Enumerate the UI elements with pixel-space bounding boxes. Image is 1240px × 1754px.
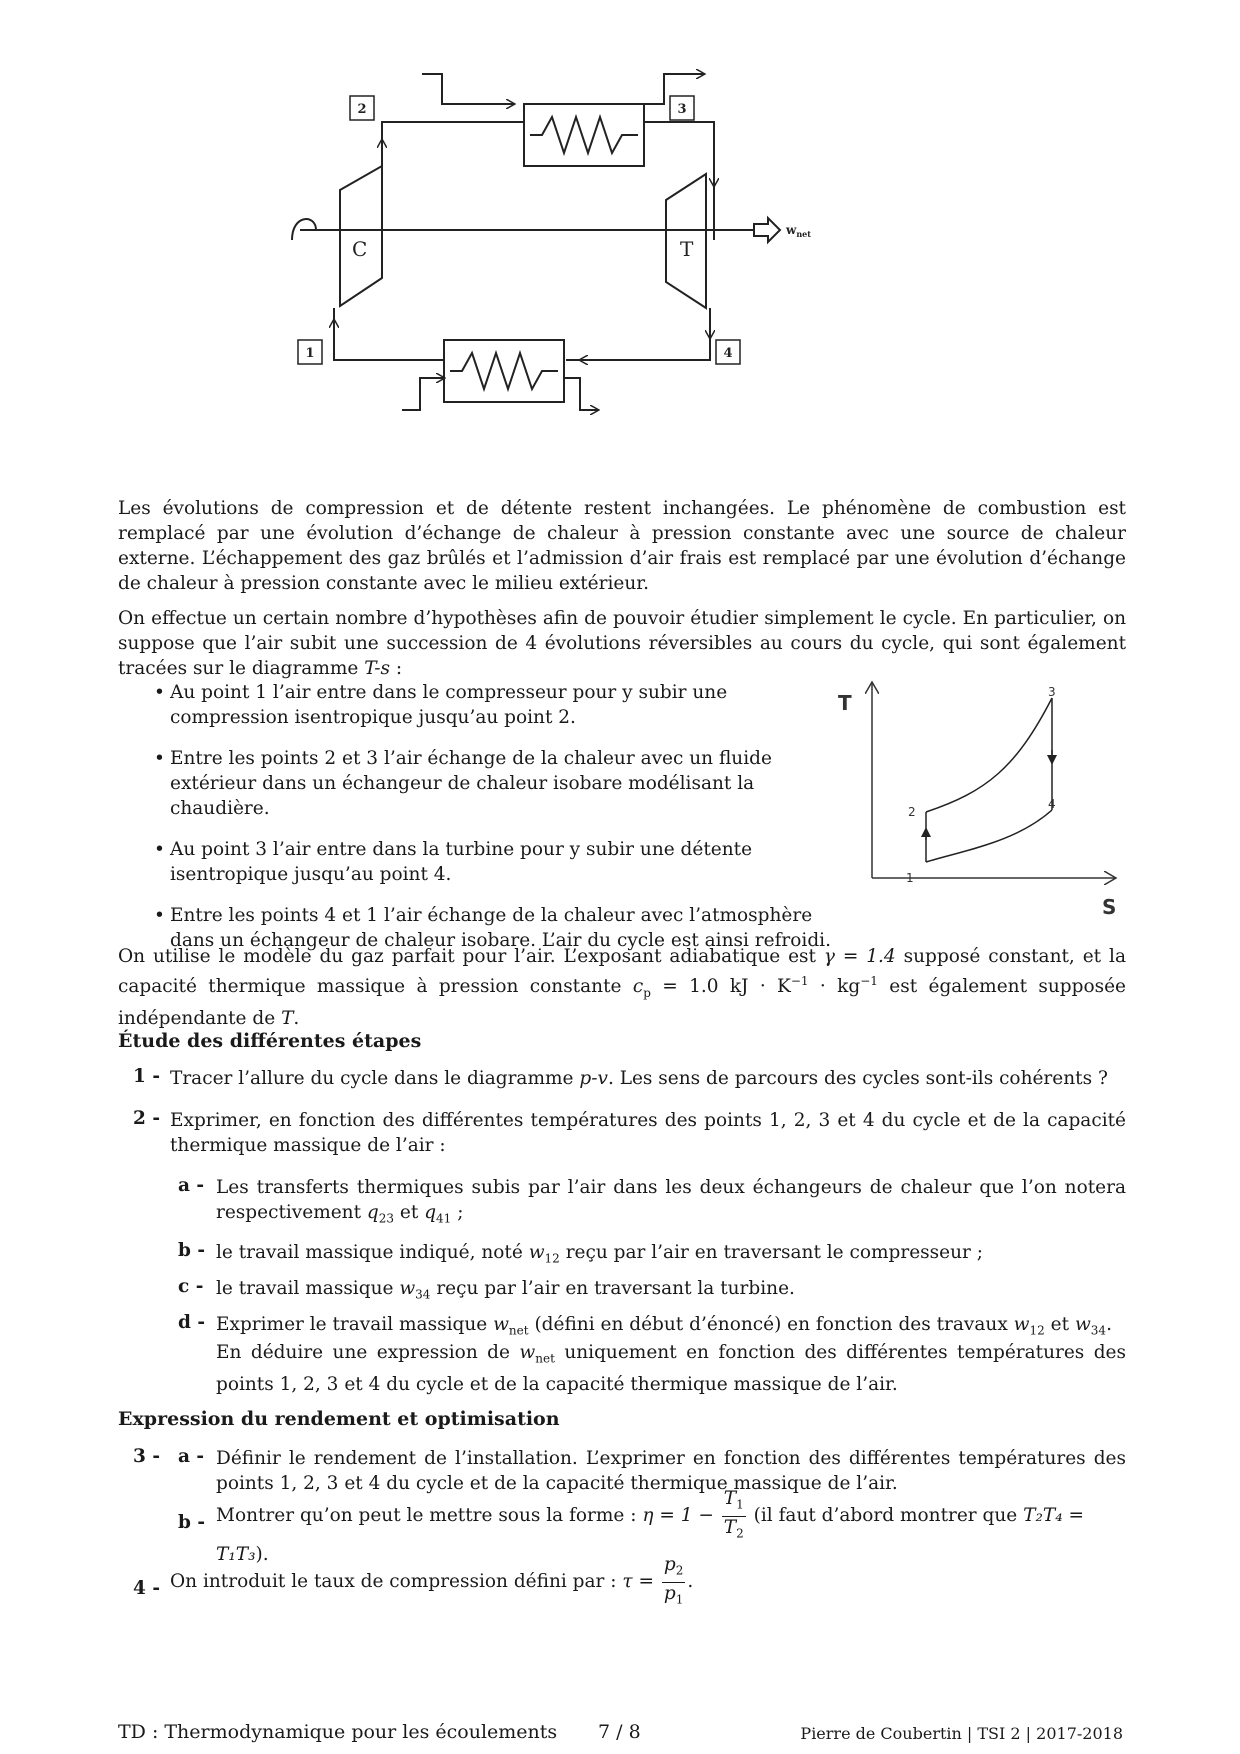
question-2c-number: c - (178, 1276, 204, 1297)
footer-page-number: 7 / 8 (598, 1721, 641, 1743)
t-axis-label: T (838, 691, 852, 715)
ts-diagram (816, 670, 1126, 919)
ts-point-4: 4 (1048, 797, 1056, 811)
question-3a-number: a - (178, 1446, 205, 1467)
question-4-text: On introduit le taux de compression défini par : τ = $\frac{p_2}{p_1}$ . (170, 1554, 1126, 1610)
question-number-3: 3 - (133, 1446, 160, 1467)
question-2d-text-2: En déduire une expression de $w_{net}$ uniquement en fonction des différentes températures des points 1, 2, 3 et 4 du cycle et de la capacité thermique massique de l’air. (216, 1342, 1126, 1395)
ts-point-1: 1 (906, 871, 914, 885)
intro-paragraph-2: On effectue un certain nombre d’hypothèses afin de pouvoir étudier simplement le cycle. En particulier, on suppose que l’air subit une succession de 4 évolutions réversibles au cours du cycle, qui sont également tracées sur le diagramme T-s : (118, 608, 1126, 679)
wnet-arrow-icon (754, 218, 780, 242)
s-axis-label: S (1102, 895, 1117, 919)
question-2d-number: d - (178, 1312, 206, 1333)
question-2a-number: a - (178, 1175, 205, 1196)
compressor-body (340, 166, 382, 306)
fraction-p2-p1: $\frac{p_2}{p_1}$ (663, 1554, 684, 1607)
isobar-4-1 (926, 810, 1052, 862)
turbine-label: T (680, 237, 694, 261)
question-2c-text: le travail massique $w_{34}$ reçu par l’air en traversant la turbine. (216, 1278, 795, 1302)
question-2b-text: le travail massique indiqué, noté $w_{12}$ reçu par l’air en traversant le compresseur ; (216, 1242, 983, 1266)
point-box-3: 3 (677, 102, 687, 117)
question-number-1: 1 - (133, 1066, 160, 1087)
section-title-etude: Étude des différentes étapes (118, 1030, 422, 1052)
list-item: • Entre les points 2 et 3 l’air échange de la chaleur avec un fluide extérieur dans un échangeur de chaleur isobare modélisant la chaudière. (154, 748, 772, 819)
wnet-label: $w_{net}$ (786, 223, 811, 239)
question-3b-number: b - (178, 1512, 206, 1533)
ts-point-3: 3 (1048, 685, 1056, 699)
ts-point-2: 2 (908, 805, 916, 819)
question-3b-text: Montrer qu’on peut le mettre sous la forme : η = 1 − $\frac{T_1}{T_2}$ (il faut d’abord montrer que T₂T₄ = T₁T₃). (216, 1488, 1085, 1566)
cycle-flow-diagram (305, 62, 930, 472)
isobar-2-3 (926, 698, 1052, 812)
point-box-1: 1 (305, 346, 315, 361)
question-2a-text: Les transferts thermiques subis par l’air dans les deux échangeurs de chaleur que l’on notera respectivement $q_{23}$ et $q_{41}$ ; (216, 1177, 1126, 1226)
question-2b-number: b - (178, 1240, 206, 1261)
point-box-4: 4 (723, 346, 733, 361)
point-box-2: 2 (357, 102, 367, 117)
question-3a-text: Définir le rendement de l’installation. L’exprimer en fonction des différentes températures des points 1, 2, 3 et 4 du cycle et de la capacité thermique massique de l’air. (216, 1448, 1126, 1494)
gas-model-paragraph: On utilise le modèle du gaz parfait pour l’air. L’exposant adiabatique est γ = 1.4 supposé constant, et la capacité thermique massique à pression constante $c_p = 1.0$ kJ · $K^{-1} \cdot kg^{-1}$ est également supposée indépendante de T. (118, 946, 1126, 1029)
fraction-t1-t2: $\frac{T_1}{T_2}$ (723, 1488, 744, 1541)
top-exchanger-coil (530, 117, 638, 153)
list-item: • Au point 1 l’air entre dans le compresseur pour y subir une compression isentropique jusqu’au point 2. (154, 682, 728, 728)
question-1-text: Tracer l’allure du cycle dans le diagramme p-v. Les sens de parcours des cycles sont-ils cohérents ? (170, 1068, 1108, 1089)
question-number-4: 4 - (133, 1578, 160, 1599)
bottom-exchanger-coil (450, 353, 558, 389)
bullet-list (118, 680, 838, 969)
question-2d-text-1: Exprimer le travail massique $w_{net}$ (défini en début d’énoncé) en fonction des travaux $w_{12}$ et $w_{34}$. (216, 1314, 1112, 1338)
section-title-rendement: Expression du rendement et optimisation (118, 1408, 560, 1430)
list-item: • Au point 3 l’air entre dans la turbine pour y subir une détente isentropique jusqu’au point 4. (154, 839, 753, 885)
list-item: • Entre les points 4 et 1 l’air échange de la chaleur avec l’atmosphère dans un échangeur de chaleur isobare. L’air du cycle est ainsi refroidi. (154, 905, 831, 951)
footer-right: Pierre de Coubertin | TSI 2 | 2017-2018 (800, 1724, 1123, 1743)
footer-left: TD : Thermodynamique pour les écoulements (118, 1721, 558, 1743)
question-2-text: Exprimer, en fonction des différentes températures des points 1, 2, 3 et 4 du cycle et de la capacité thermique massique de l’air : (170, 1110, 1126, 1156)
compressor-label: C (352, 237, 368, 261)
intro-paragraph-1: Les évolutions de compression et de détente restent inchangées. Le phénomène de combustion est remplacé par une évolution d’échange de chaleur à pression constante avec une source de chaleur externe. L’échappement des gaz brûlés et l’admission d’air frais est remplacé par une évolution d’échange de chaleur à pression constante avec le milieu extérieur. (118, 498, 1126, 594)
question-number-2: 2 - (133, 1108, 160, 1129)
